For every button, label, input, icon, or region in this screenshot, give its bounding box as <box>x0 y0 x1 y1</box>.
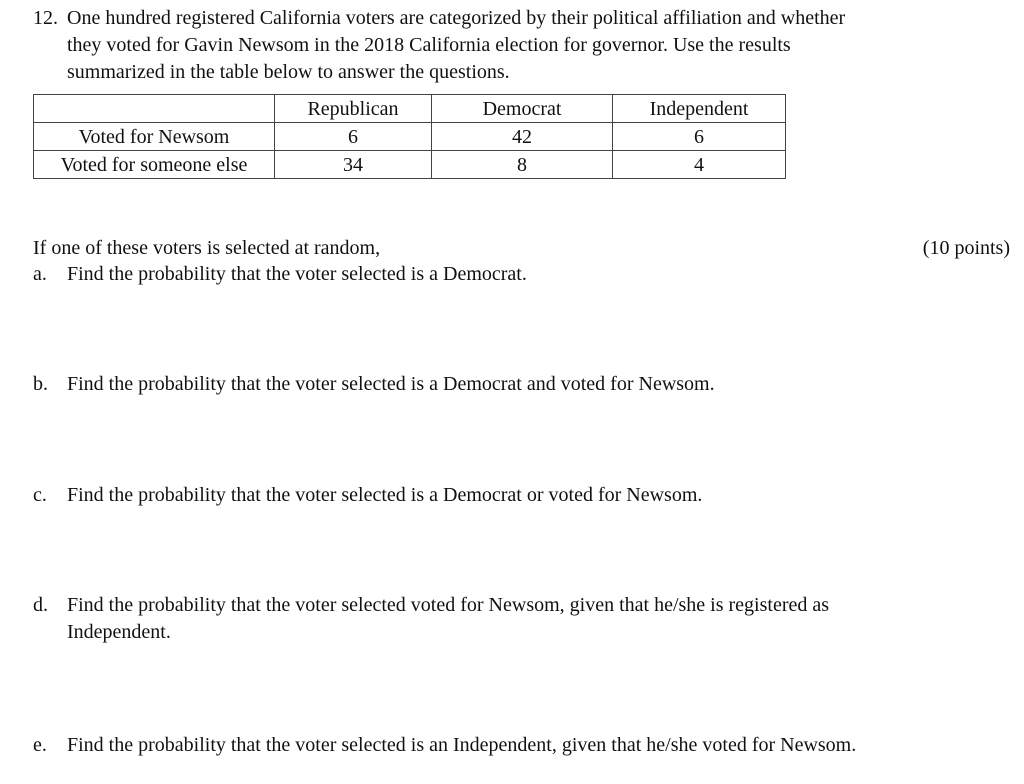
row-label-voted-newsom: Voted for Newsom <box>34 123 275 151</box>
table-header-democrat: Democrat <box>432 95 613 123</box>
table-header-independent: Independent <box>613 95 786 123</box>
table-cell: 6 <box>613 123 786 151</box>
problem-text-line-3: summarized in the table below to answer the questions. <box>67 61 510 83</box>
voter-table <box>33 94 786 179</box>
question-e <box>33 732 993 759</box>
question-text: Find the probability that the voter selected is an Independent, given that he/she voted for Newsom. <box>67 734 857 756</box>
question-text-continued: Independent. <box>67 621 171 643</box>
row-label-voted-else: Voted for someone else <box>34 151 275 179</box>
table-cell: 8 <box>432 151 613 179</box>
table-header-empty <box>34 95 275 123</box>
question-letter: a. <box>33 263 47 285</box>
question-text: Find the probability that the voter selected voted for Newsom, given that he/she is registered as <box>67 594 830 616</box>
problem-text-line-1: One hundred registered California voters are categorized by their political affiliation and whether <box>67 7 846 29</box>
table-cell: 6 <box>275 123 432 151</box>
problem-statement <box>33 5 983 86</box>
instruction-text: If one of these voters is selected at random, <box>33 237 381 259</box>
question-letter: b. <box>33 373 48 395</box>
question-text: Find the probability that the voter selected is a Democrat or voted for Newsom. <box>67 484 703 506</box>
question-a <box>33 261 993 288</box>
problem-line <box>33 5 983 32</box>
question-letter: e. <box>33 734 47 756</box>
question-c <box>33 482 993 509</box>
table-row <box>34 151 786 179</box>
points-label: (10 points) <box>922 237 1010 259</box>
question-text: Find the probability that the voter selected is a Democrat and voted for Newsom. <box>67 373 715 395</box>
table-cell: 4 <box>613 151 786 179</box>
table-row <box>34 123 786 151</box>
table-cell: 34 <box>275 151 432 179</box>
question-d <box>33 592 993 646</box>
problem-number: 12. <box>33 7 58 29</box>
problem-text-line-2: they voted for Gavin Newsom in the 2018 California election for governor. Use the results <box>67 34 791 56</box>
question-letter: c. <box>33 484 47 506</box>
table-header-row <box>34 95 786 123</box>
table-header-republican: Republican <box>275 95 432 123</box>
question-b <box>33 371 993 398</box>
table-cell: 42 <box>432 123 613 151</box>
question-text: Find the probability that the voter selected is a Democrat. <box>67 263 527 285</box>
question-letter: d. <box>33 594 48 616</box>
